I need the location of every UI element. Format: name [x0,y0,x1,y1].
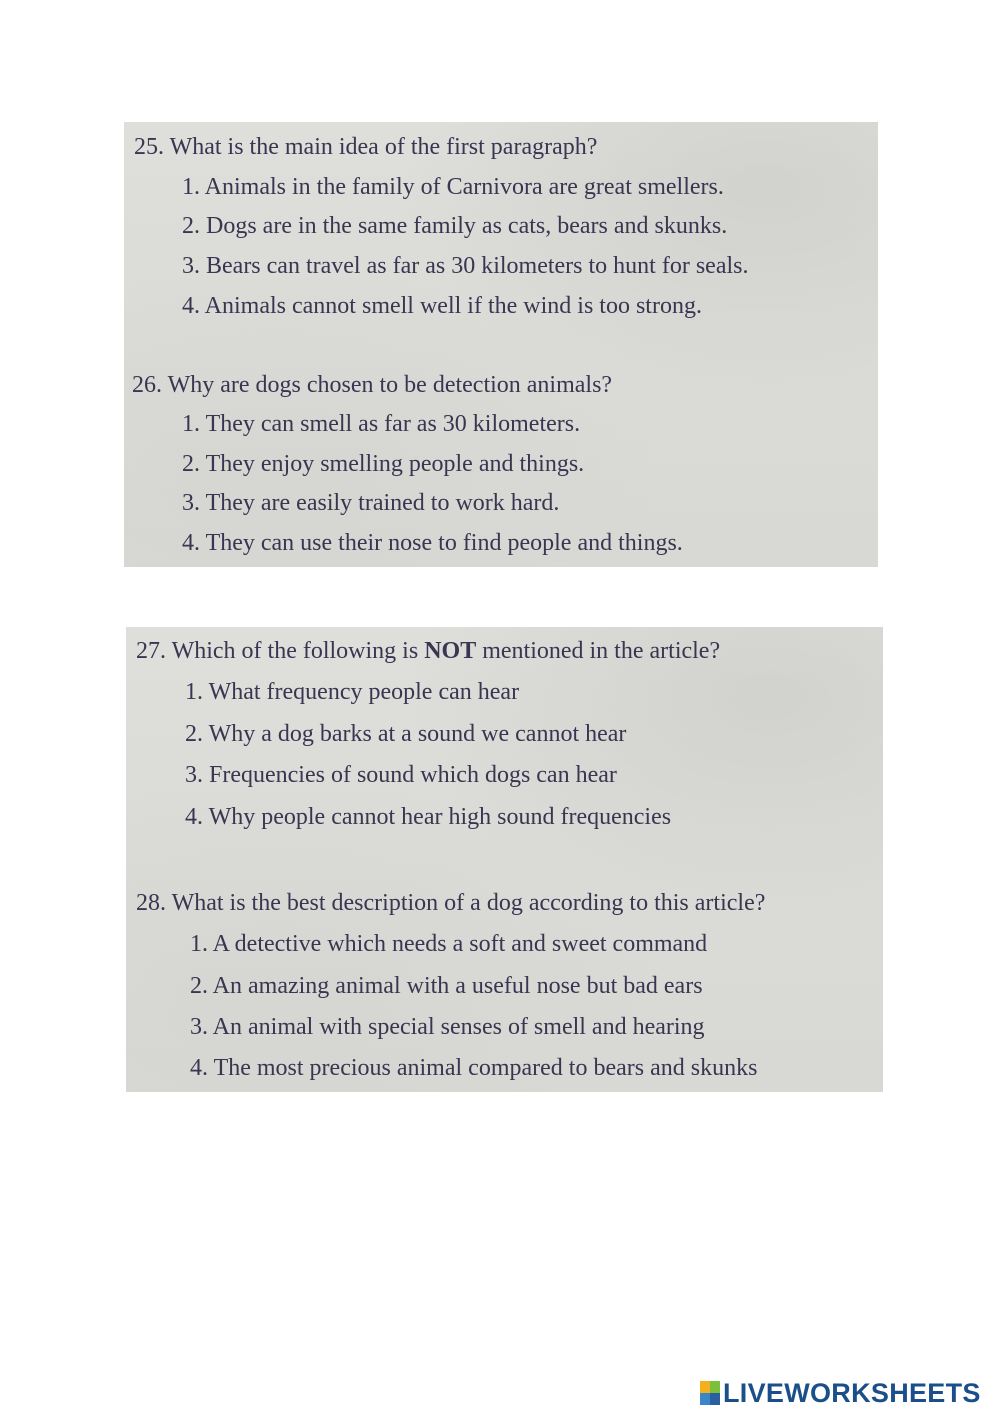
question-26-option-2: 2. They enjoy smelling people and things. [182,451,585,477]
question-26: 26. Why are dogs chosen to be detection animals? [132,372,613,398]
question-panel-1 [124,122,878,567]
question-25-option-2: 2. Dogs are in the same family as cats, bears and skunks. [182,213,728,239]
liveworksheets-logo-icon [700,1381,720,1405]
question-28-option-2: 2. An amazing animal with a useful nose but bad ears [190,973,703,999]
question-25-option-4: 4. Animals cannot smell well if the wind is too strong. [182,293,702,319]
question-26-option-4: 4. They can use their nose to find people and things. [182,530,683,556]
question-27-option-3: 3. Frequencies of sound which dogs can hear [185,762,617,788]
question-27-option-2: 2. Why a dog barks at a sound we cannot hear [185,721,627,747]
question-28-option-1: 1. A detective which needs a soft and sweet command [190,931,708,957]
question-27 [136,637,720,665]
question-25-option-3: 3. Bears can travel as far as 30 kilometers to hunt for seals. [182,253,749,279]
logo-square-2 [710,1381,720,1393]
question-28-option-3: 3. An animal with special senses of smell and hearing [190,1014,705,1040]
question-25: 25. What is the main idea of the first paragraph? [134,134,598,160]
logo-square-4 [710,1393,720,1405]
question-27-emphasis: NOT [424,638,477,664]
logo-square-1 [700,1381,710,1393]
question-27-prefix: 27. Which of the following is [136,638,425,664]
question-28: 28. What is the best description of a dog according to this article? [136,890,766,916]
question-27-suffix: mentioned in the article? [476,638,721,664]
question-27-option-4: 4. Why people cannot hear high sound frequencies [185,804,672,830]
liveworksheets-logo[interactable] [700,1378,981,1408]
logo-square-3 [700,1393,710,1405]
question-panel-2 [126,627,883,1092]
question-25-option-1: 1. Animals in the family of Carnivora are great smellers. [182,174,724,200]
question-26-option-3: 3. They are easily trained to work hard. [182,490,560,516]
question-28-option-4: 4. The most precious animal compared to bears and skunks [190,1055,758,1081]
question-27-option-1: 1. What frequency people can hear [185,679,520,705]
question-26-option-1: 1. They can smell as far as 30 kilometers. [182,411,581,437]
liveworksheets-logo-text: LIVEWORKSHEETS [723,1377,981,1408]
